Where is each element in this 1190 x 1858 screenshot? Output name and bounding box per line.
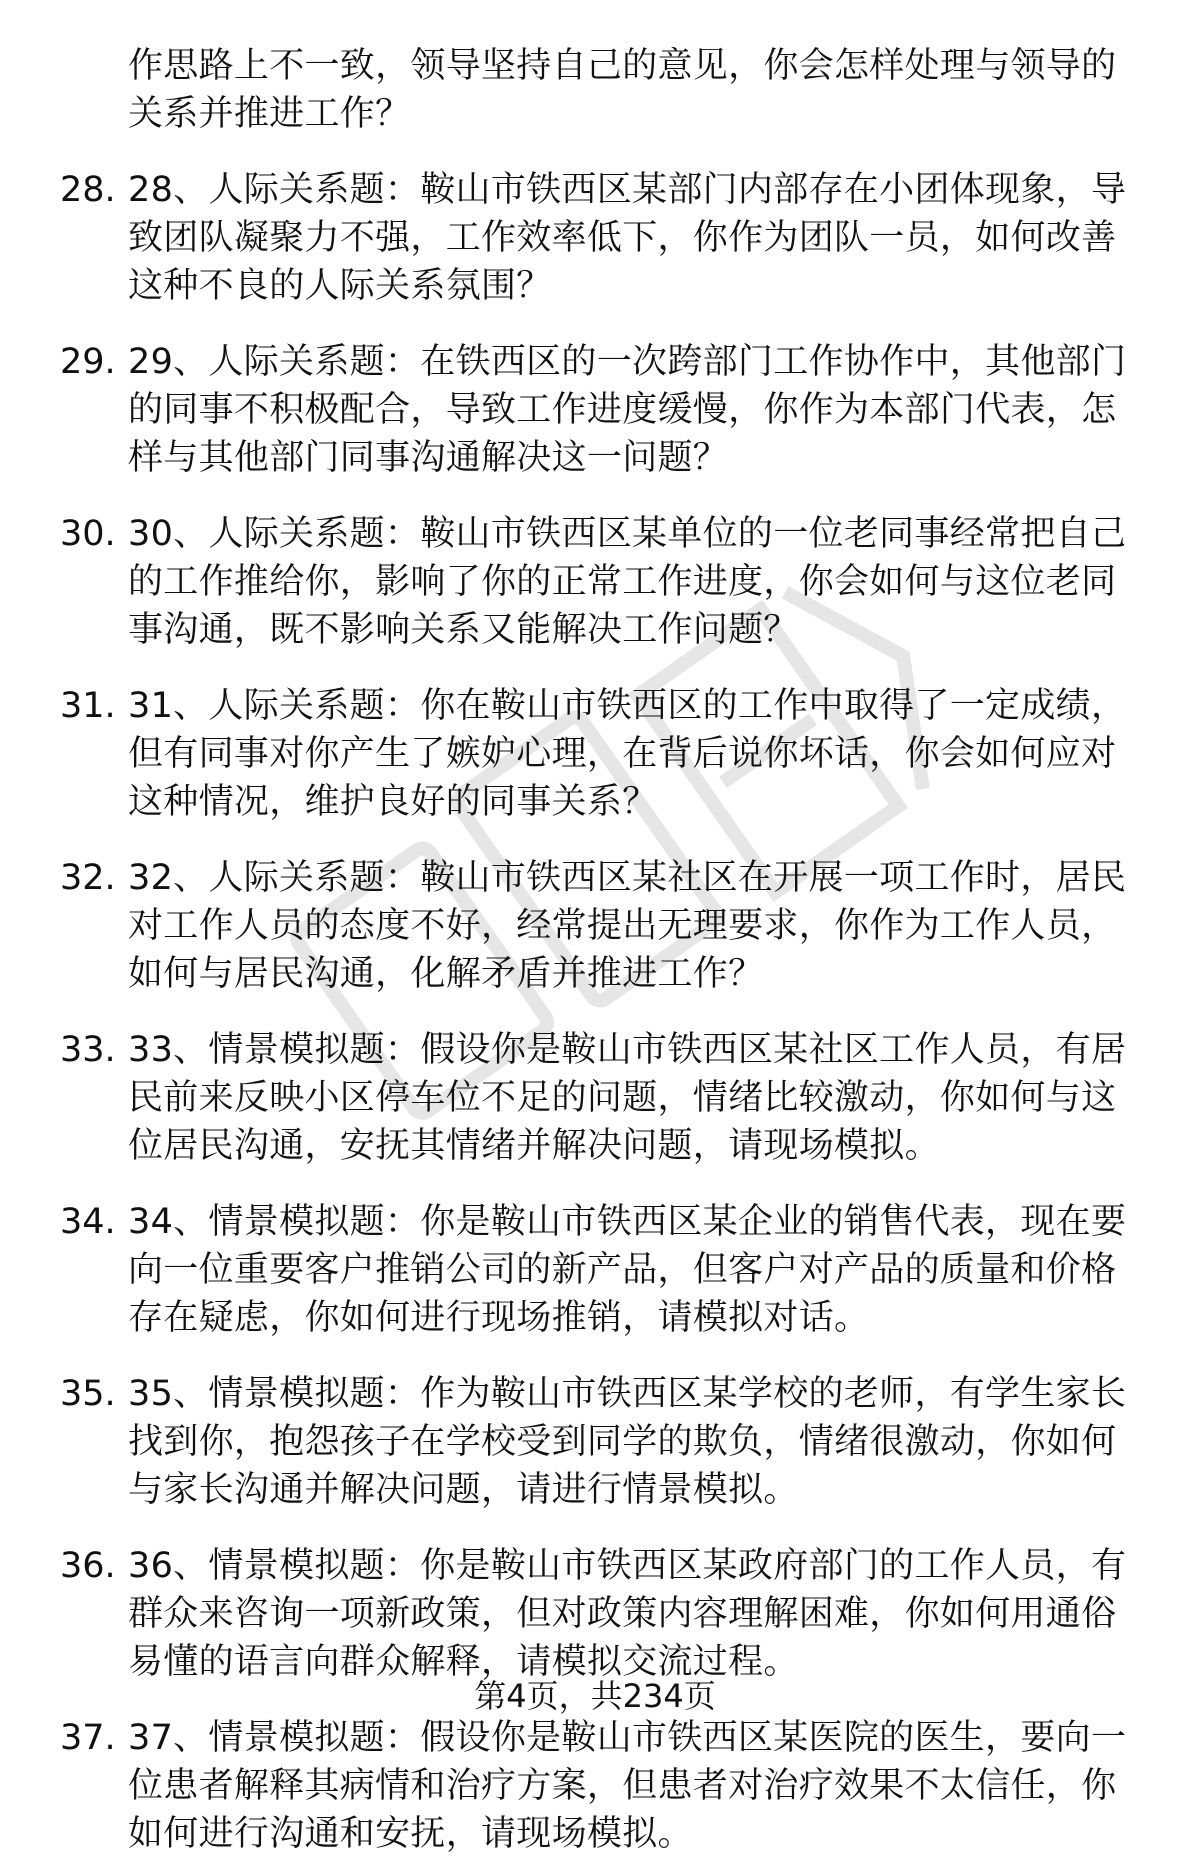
list-item-number: 29. xyxy=(60,342,116,382)
list-item-text: 34、情景模拟题：你是鞍山市铁西区某企业的销售代表，现在要向一位重要客户推销公司的新产品，但客户对产品的质量和价格存在疑虑，你如何进行现场推销，请模拟对话。 xyxy=(128,1202,1127,1338)
list-item-number: 37. xyxy=(60,1718,116,1758)
list-item-text: 29、人际关系题：在铁西区的一次跨部门工作协作中，其他部门的同事不积极配合，导致工作进度缓慢，你作为本部门代表，怎样与其他部门同事沟通解决这一问题？ xyxy=(128,342,1127,478)
list-item-number: 30. xyxy=(60,514,116,554)
list-item-text: 30、人际关系题：鞍山市铁西区某单位的一位老同事经常把自己的工作推给你，影响了你的正常工作进度，你会如何与这位老同事沟通，既不影响关系又能解决工作问题？ xyxy=(128,514,1127,650)
list-item xyxy=(60,1370,1150,1514)
list-item-text: 31、人际关系题：你在鞍山市铁西区的工作中取得了一定成绩，但有同事对你产生了嫉妒心理，在背后说你坏话，你会如何应对这种情况，维护良好的同事关系？ xyxy=(128,686,1127,822)
question-list xyxy=(60,166,1150,1858)
list-item-number: 33. xyxy=(60,1030,116,1070)
list-item-text: 33、情景模拟题：假设你是鞍山市铁西区某社区工作人员，有居民前来反映小区停车位不足的问题，情绪比较激动，你如何与这位居民沟通，安抚其情绪并解决问题，请现场模拟。 xyxy=(128,1030,1127,1166)
list-item-number: 35. xyxy=(60,1374,116,1414)
continued-question-text: 作思路上不一致，领导坚持自己的意见，你会怎样处理与领导的关系并推进工作？ xyxy=(128,46,1117,134)
list-item-text: 36、情景模拟题：你是鞍山市铁西区某政府部门的工作人员，有群众来咨询一项新政策，但对政策内容理解困难，你如何用通俗易懂的语言向群众解释，请模拟交流过程。 xyxy=(128,1546,1127,1682)
list-item xyxy=(60,1542,1150,1686)
list-item xyxy=(60,682,1150,826)
list-item-number: 28. xyxy=(60,170,116,210)
page-footer: 第4页，共234页 xyxy=(474,1677,716,1715)
list-item-text: 35、情景模拟题：作为鞍山市铁西区某学校的老师，有学生家长找到你，抱怨孩子在学校受到同学的欺负，情绪很激动，你如何与家长沟通并解决问题，请进行情景模拟。 xyxy=(128,1374,1127,1510)
list-item xyxy=(60,166,1150,310)
list-item xyxy=(60,854,1150,998)
list-item-number: 34. xyxy=(60,1202,116,1242)
list-item xyxy=(60,1198,1150,1342)
list-item xyxy=(60,510,1150,654)
list-item xyxy=(60,1714,1150,1858)
list-item-text: 28、人际关系题：鞍山市铁西区某部门内部存在小团体现象，导致团队凝聚力不强，工作效率低下，你作为团队一员，如何改善这种不良的人际关系氛围？ xyxy=(128,170,1127,306)
list-item-number: 36. xyxy=(60,1546,116,1586)
list-item xyxy=(60,338,1150,482)
list-item-text: 37、情景模拟题：假设你是鞍山市铁西区某医院的医生，要向一位患者解释其病情和治疗方案，但患者对治疗效果不太信任，你如何进行沟通和安抚，请现场模拟。 xyxy=(128,1718,1127,1854)
list-item xyxy=(60,1026,1150,1170)
list-item-number: 32. xyxy=(60,858,116,898)
question-list-section xyxy=(60,42,1150,1858)
list-item-text: 32、人际关系题：鞍山市铁西区某社区在开展一项工作时，居民对工作人员的态度不好，经常提出无理要求，你作为工作人员，如何与居民沟通，化解矛盾并推进工作？ xyxy=(128,858,1127,994)
list-item-number: 31. xyxy=(60,686,116,726)
